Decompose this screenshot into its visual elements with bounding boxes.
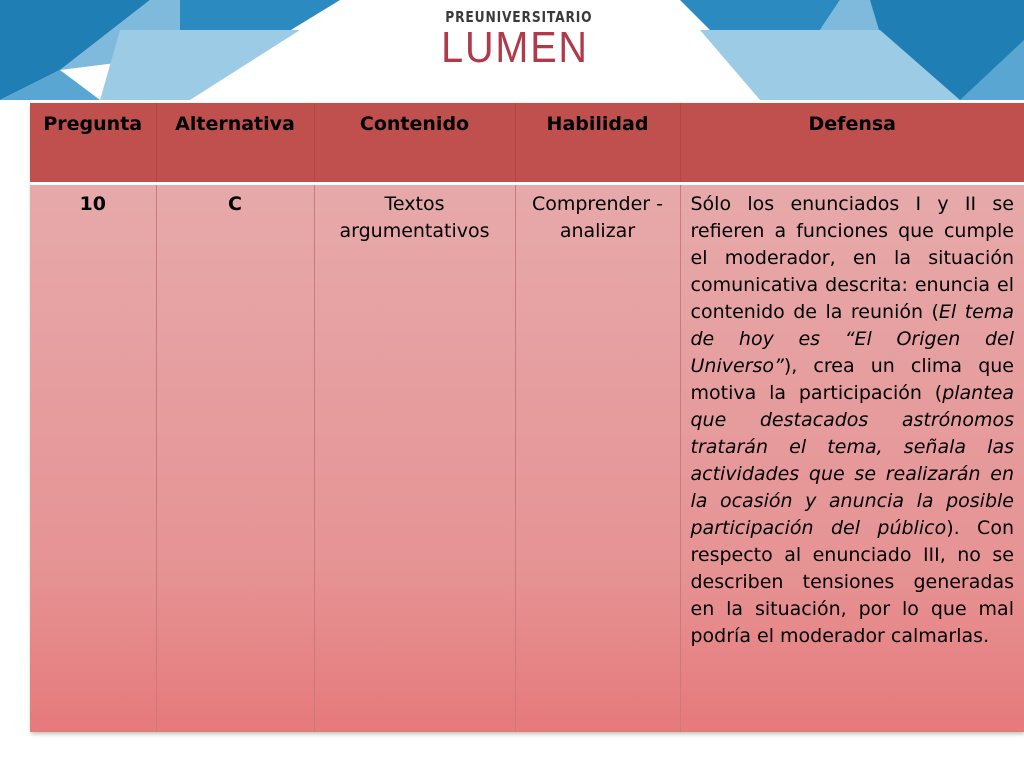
defensa-text-13: lo que mal podría el [690,598,1014,647]
header-alternativa: Alternativa [156,103,314,184]
defensa-text-7: ( [921,382,943,404]
defensa-text-2: situación comunicativa [690,247,1014,296]
header-contenido: Contenido [314,103,515,184]
defensa-text-12: ). Con respecto al enunciado III, no se describen tensiones generadas en la situación, por [690,517,1014,620]
defensa-text-3: descrita: enuncia el contenido de la reunión ( [690,274,1014,323]
cell-pregunta: 10 [30,184,156,733]
defensa-text-14: moderador calmarlas. [774,625,990,647]
table-row [30,184,1024,733]
logo-subtitle: PREUNIVERSITARIO [445,8,593,26]
defensa-text-8: plantea que [690,382,1015,431]
brand-logo [430,8,600,72]
defensa-text-1: Sólo los enunciados I y II se refieren a funciones que cumple el moderador, en la [690,193,1014,269]
banner-shape-left-4 [100,30,300,100]
cell-habilidad: Comprender - analizar [515,184,680,733]
defensa-text-9: destacados astrónomos tratarán el tema, señala las actividades que se realizarán en la ocasión y anuncia la [690,409,1014,512]
header-pregunta: Pregunta [30,103,156,184]
header-defensa: Defensa [680,103,1024,184]
cell-alternativa: C [156,184,314,733]
defensa-text-11: público [860,517,947,539]
logo-title: LUMEN [441,23,589,72]
header-habilidad: Habilidad [515,103,680,184]
answer-table-container [30,103,1024,732]
cell-contenido: Textos argumentativos [314,184,515,733]
table-header-row [30,103,1024,184]
defensa-text-10: posible participación del [690,490,1014,539]
answer-table [30,103,1024,732]
defensa-text-4: El tema de hoy es “El Origen del Universo” [690,301,1014,377]
defensa-text-5: ), crea un clima que motiva la [690,355,1014,404]
cell-defensa [680,184,1024,733]
defensa-text-6: participación [798,382,922,404]
